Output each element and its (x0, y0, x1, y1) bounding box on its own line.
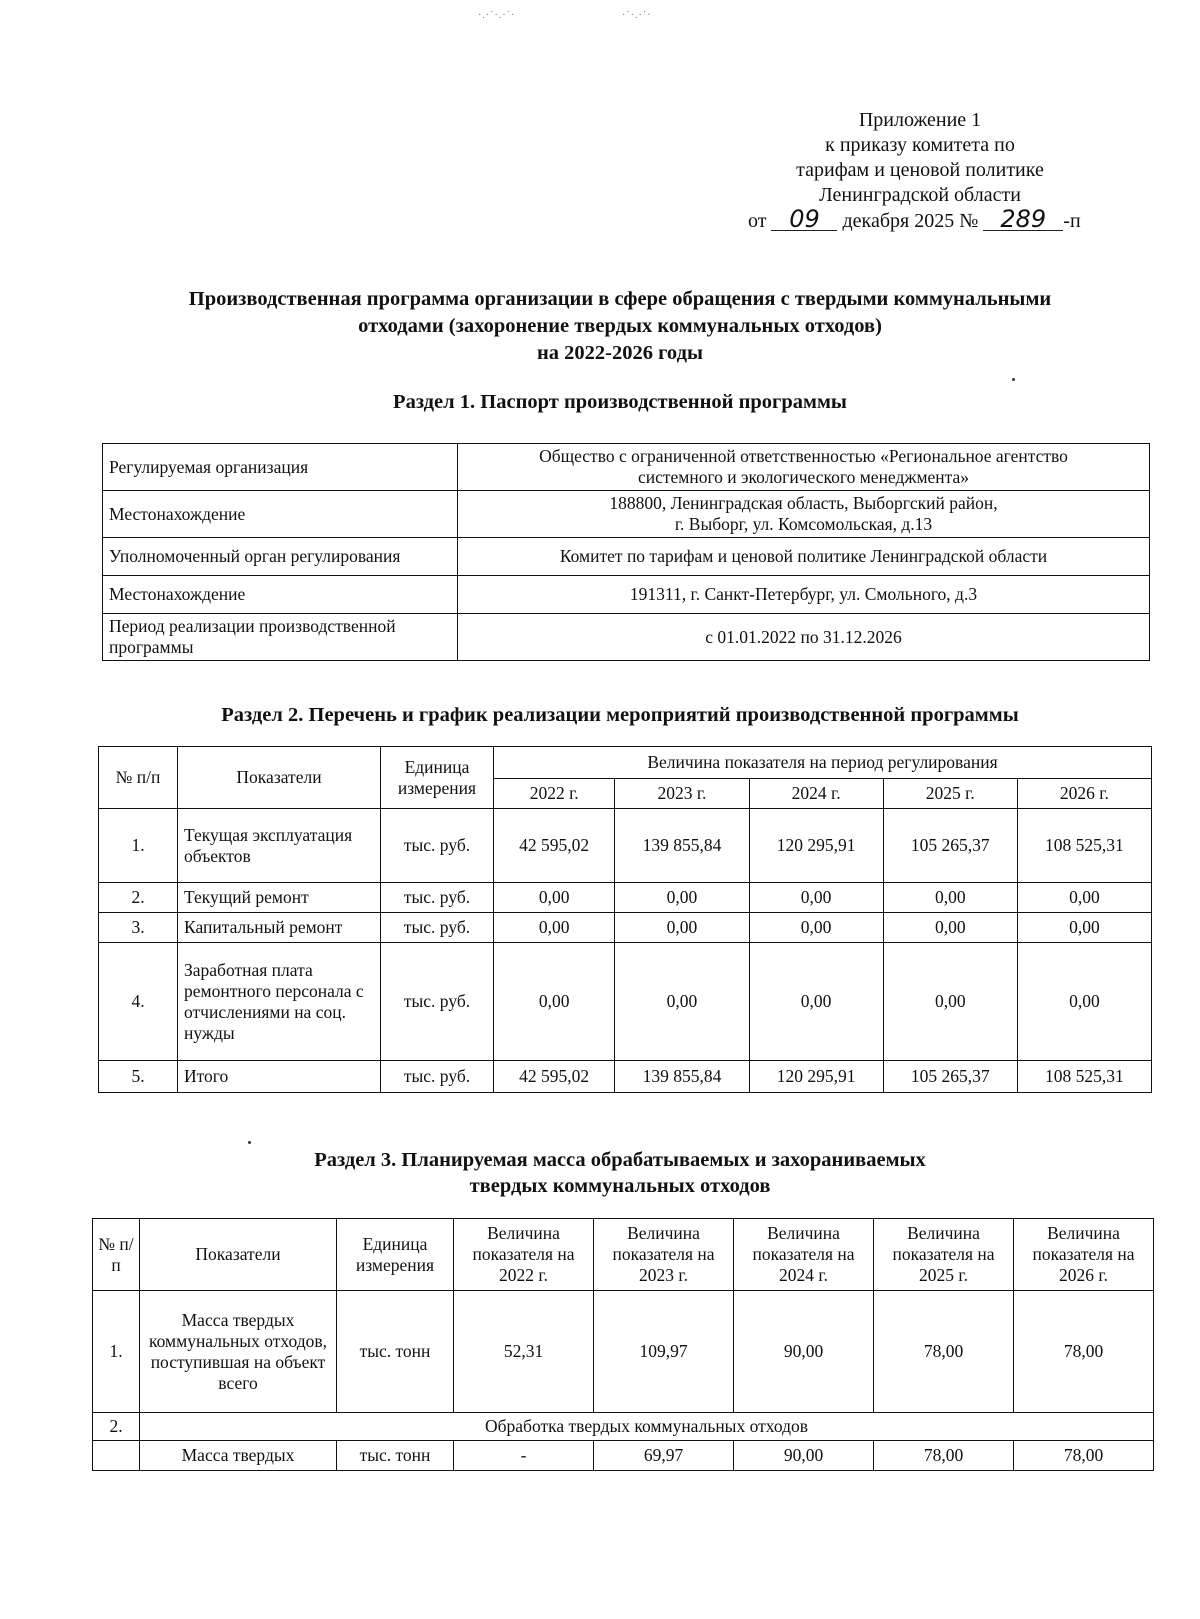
row-unit: тыс. тонн (337, 1441, 454, 1471)
row-name: Текущий ремонт (178, 883, 381, 913)
table-row (103, 614, 1150, 661)
row-num: 1. (93, 1291, 140, 1413)
row-value: 0,00 (883, 913, 1017, 943)
row-unit: тыс. руб. (381, 943, 494, 1061)
row-value: 90,00 (734, 1441, 874, 1471)
header-indicator: Показатели (140, 1219, 337, 1291)
table-row (103, 491, 1150, 538)
appendix-line: Ленинградской области (819, 184, 1021, 206)
activities-table (98, 746, 1152, 1093)
row-value: 0,00 (1017, 943, 1151, 1061)
row-value: 0,00 (883, 943, 1017, 1061)
header-unit: Единица измерения (337, 1219, 454, 1291)
row-value: 0,00 (494, 883, 615, 913)
row-value: 139 855,84 (615, 1061, 749, 1093)
table-row (99, 943, 1152, 1061)
row-value: 0,00 (615, 883, 749, 913)
header-num: № п/п (99, 747, 178, 809)
passport-value: с 01.01.2022 по 31.12.2026 (458, 614, 1150, 661)
order-day-handwritten: 09 (771, 208, 837, 231)
section2-title: Раздел 2. Перечень и график реализации мероприятий производственной программы (221, 704, 1019, 726)
row-value: 0,00 (494, 943, 615, 1061)
header-year: Величина показателя на 2024 г. (734, 1219, 874, 1291)
row-name: Капитальный ремонт (178, 913, 381, 943)
row-value: 0,00 (883, 883, 1017, 913)
row-value: 52,31 (454, 1291, 594, 1413)
header-unit: Единица измерения (381, 747, 494, 809)
passport-value: 191311, г. Санкт-Петербург, ул. Смольного, д.3 (458, 576, 1150, 614)
passport-label: Уполномоченный орган регулирования (103, 538, 458, 576)
row-value: 0,00 (749, 913, 883, 943)
header-indicator: Показатели (178, 747, 381, 809)
row-name: Итого (178, 1061, 381, 1093)
row-value: 78,00 (874, 1441, 1014, 1471)
scan-speck: ·˙·.·˙· (622, 10, 652, 21)
passport-label: Местонахождение (103, 491, 458, 538)
order-date-line (730, 205, 1110, 234)
passport-label: Регулируемая организация (103, 444, 458, 491)
passport-value (458, 444, 1150, 491)
title-line: Производственная программа организации в сфере обращения с твердыми коммунальными (188, 288, 1052, 310)
row-num: 2. (93, 1413, 140, 1441)
table-row (99, 913, 1152, 943)
scan-speck: ·.·˙·.·˙· (478, 10, 516, 21)
row-name: Текущая эксплуатация объектов (178, 809, 381, 883)
order-month-year: декабря 2025 № (842, 210, 979, 232)
header-year: 2022 г. (494, 779, 615, 809)
row-value: 0,00 (1017, 913, 1151, 943)
table-row (93, 1291, 1154, 1413)
row-value: 105 265,37 (883, 809, 1017, 883)
row-value: 120 295,91 (749, 809, 883, 883)
scan-dot (248, 1141, 251, 1144)
row-num: 2. (99, 883, 178, 913)
waste-mass-table (92, 1218, 1154, 1471)
row-value: 109,97 (594, 1291, 734, 1413)
row-name: Заработная плата ремонтного персонала с отчислениями на соц. нужды (178, 943, 381, 1061)
passport-label: Местонахождение (103, 576, 458, 614)
row-unit: тыс. руб. (381, 913, 494, 943)
table-row (103, 444, 1150, 491)
row-num: 4. (99, 943, 178, 1061)
header-row (99, 747, 1152, 779)
appendix-line: тарифам и ценовой политике (796, 159, 1044, 181)
appendix-line: к приказу комитета по (825, 134, 1015, 156)
row-name: Масса твердых коммунальных отходов, поступившая на объект всего (140, 1291, 337, 1413)
row-value: 42 595,02 (494, 809, 615, 883)
value-line: Общество с ограниченной ответственностью «Региональное агентство (539, 446, 1068, 466)
header-year: 2026 г. (1017, 779, 1151, 809)
header-num: № п/п (93, 1219, 140, 1291)
title-line: отходами (захоронение твердых коммунальных отходов) (358, 315, 882, 337)
table-row (103, 576, 1150, 614)
header-year: Величина показателя на 2026 г. (1014, 1219, 1154, 1291)
row-value: 42 595,02 (494, 1061, 615, 1093)
passport-value: Комитет по тарифам и ценовой политике Ленинградской области (458, 538, 1150, 576)
header-year: 2023 г. (615, 779, 749, 809)
row-value: 78,00 (874, 1291, 1014, 1413)
row-value: 108 525,31 (1017, 1061, 1151, 1093)
row-value: 105 265,37 (883, 1061, 1017, 1093)
header-year: 2024 г. (749, 779, 883, 809)
row-value: 0,00 (615, 943, 749, 1061)
row-value: 120 295,91 (749, 1061, 883, 1093)
passport-value (458, 491, 1150, 538)
row-value: 0,00 (615, 913, 749, 943)
appendix-block (730, 108, 1110, 234)
section3-title-line: Раздел 3. Планируемая масса обрабатываемых и захораниваемых (314, 1149, 926, 1171)
row-value: 139 855,84 (615, 809, 749, 883)
value-line: 188800, Ленинградская область, Выборгский район, (609, 493, 998, 513)
header-row (93, 1219, 1154, 1291)
title-line: на 2022-2026 годы (537, 342, 703, 364)
row-unit: тыс. руб. (381, 809, 494, 883)
row-value: 0,00 (1017, 883, 1151, 913)
document-title (100, 286, 1140, 367)
header-value: Величина показателя на период регулирования (494, 747, 1152, 779)
section3-title (100, 1147, 1140, 1199)
order-from: от (748, 210, 767, 232)
value-line: г. Выборг, ул. Комсомольская, д.13 (674, 514, 933, 534)
row-value: 0,00 (749, 943, 883, 1061)
row-num (93, 1441, 140, 1471)
row-num: 1. (99, 809, 178, 883)
row-num: 3. (99, 913, 178, 943)
row-value: 78,00 (1014, 1441, 1154, 1471)
header-year: 2025 г. (883, 779, 1017, 809)
table-row-total (99, 1061, 1152, 1093)
order-number-handwritten: 289 (983, 208, 1063, 231)
table-row (99, 883, 1152, 913)
appendix-title: Приложение 1 (858, 109, 982, 131)
row-num: 5. (99, 1061, 178, 1093)
table-row (93, 1413, 1154, 1441)
table-row (99, 809, 1152, 883)
passport-table (102, 443, 1150, 661)
table-row (103, 538, 1150, 576)
row-unit: тыс. тонн (337, 1291, 454, 1413)
row-value: 108 525,31 (1017, 809, 1151, 883)
row-value: 69,97 (594, 1441, 734, 1471)
row-value: 0,00 (749, 883, 883, 913)
row-name: Масса твердых (140, 1441, 337, 1471)
section3-title-line: твердых коммунальных отходов (469, 1175, 771, 1197)
row-value: 78,00 (1014, 1291, 1154, 1413)
row-value: 90,00 (734, 1291, 874, 1413)
row-section-label: Обработка твердых коммунальных отходов (140, 1413, 1154, 1441)
passport-label: Период реализации производственной программы (103, 614, 458, 661)
scan-dot (1012, 378, 1015, 381)
row-unit: тыс. руб. (381, 883, 494, 913)
value-line: системного и экологического менеджмента» (637, 467, 970, 487)
row-value: - (454, 1441, 594, 1471)
section1-title: Раздел 1. Паспорт производственной программы (393, 391, 847, 413)
table-row (93, 1441, 1154, 1471)
row-value: 0,00 (494, 913, 615, 943)
order-suffix: -п (1063, 210, 1081, 232)
header-year: Величина показателя на 2023 г. (594, 1219, 734, 1291)
row-unit: тыс. руб. (381, 1061, 494, 1093)
header-year: Величина показателя на 2022 г. (454, 1219, 594, 1291)
header-year: Величина показателя на 2025 г. (874, 1219, 1014, 1291)
